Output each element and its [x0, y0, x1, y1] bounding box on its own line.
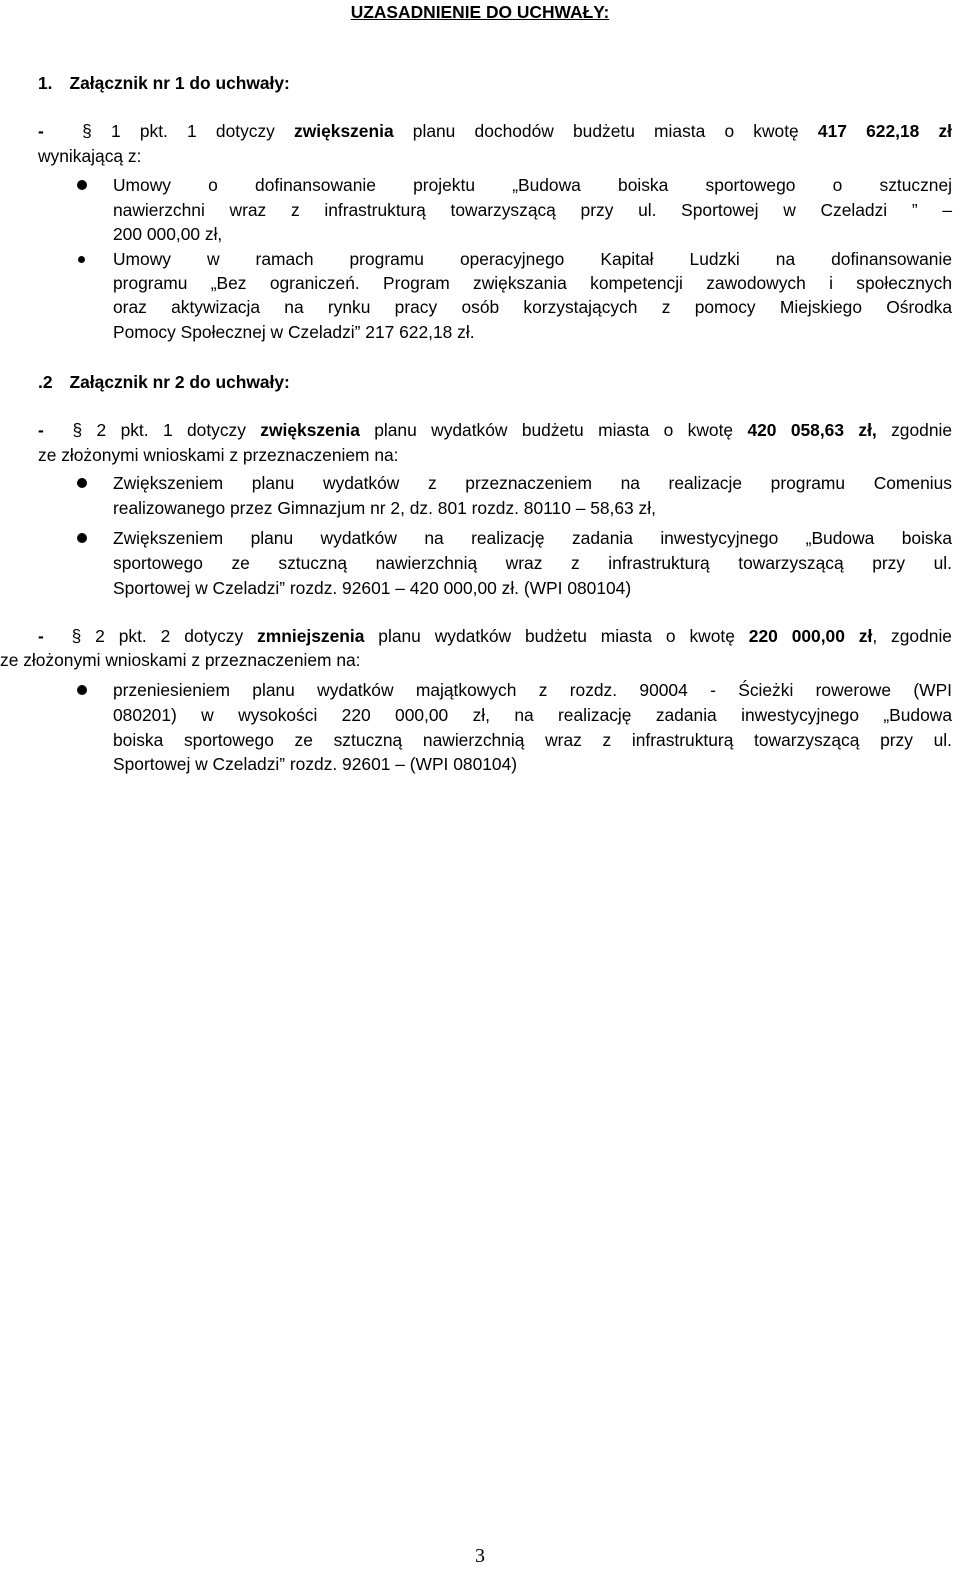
list-item-line: boiska sportowego ze sztuczną nawierzchnią wraz z infrastrukturą towarzyszącą przy ul. [113, 730, 952, 750]
bullet-icon [78, 256, 85, 263]
section2-pkt2-line2: ze złożonymi wnioskami z przeznaczeniem na: [0, 650, 361, 670]
list-item-line: programu „Bez ograniczeń. Program zwiększania kompetencji zawodowych i społecznych [113, 273, 952, 293]
intro-text: 1 pkt. 1 dotyczy [91, 121, 295, 141]
emphasis-word: zwiększenia [294, 121, 394, 141]
paragraph-sign: § [72, 420, 83, 440]
list-item-line: 200 000,00 zł, [113, 224, 223, 244]
section2-number: .2 [38, 372, 53, 392]
section2-title: Załącznik nr 2 do uchwały: [69, 372, 290, 392]
section2-pkt1-line2: ze złożonymi wnioskami z przeznaczeniem na: [38, 445, 399, 465]
amount: 417 622,18 zł [817, 121, 952, 141]
list-item-line: 080201) w wysokości 220 000,00 zł, na realizację zadania inwestycyjnego „Budowa [113, 705, 952, 725]
pkt-text: planu wydatków budżetu miasta o kwotę [359, 420, 748, 440]
section2-pkt1-line [38, 418, 952, 443]
paragraph-sign: § [71, 626, 82, 646]
list-item-line: Zwiększeniem planu wydatków z przeznaczeniem na realizacje programu Comenius [113, 473, 952, 493]
paragraph-sign: § [82, 121, 92, 141]
bullet-icon [77, 685, 87, 695]
dash: - [38, 626, 44, 646]
pkt-text: , zgodnie [872, 626, 952, 646]
bullet-icon [77, 478, 87, 488]
amount: 420 058,63 zł, [747, 420, 877, 440]
list-item-line: Pomocy Społecznej w Czeladzi” 217 622,18 zł. [113, 322, 475, 342]
pkt-text: planu wydatków budżetu miasta o kwotę [364, 626, 749, 646]
list-item-line: Zwiększeniem planu wydatków na realizację zadania inwestycyjnego „Budowa boiska [113, 528, 952, 548]
document-title: UZASADNIENIE DO UCHWAŁY: [350, 2, 610, 22]
bullet-icon [77, 180, 87, 190]
list-item-line: oraz aktywizacja na rynku pracy osób korzystających z pomocy Miejskiego Ośrodka [113, 297, 952, 317]
list-item-line: Umowy o dofinansowanie projektu „Budowa boiska sportowego o sztucznej [113, 175, 952, 195]
page-number: 3 [475, 1545, 485, 1567]
list-item-line: Umowy w ramach programu operacyjnego Kapitał Ludzki na dofinansowanie [113, 249, 952, 269]
pkt-text: 2 pkt. 1 dotyczy [82, 420, 261, 440]
pkt-text: zgodnie [876, 420, 953, 440]
list-item-line: sportowego ze sztuczną nawierzchnią wraz z infrastrukturą towarzyszącą przy ul. [113, 553, 952, 573]
section2-heading [38, 370, 290, 395]
intro-text: planu dochodów budżetu miasta o kwotę [393, 121, 818, 141]
list-item-line: nawierzchni wraz z infrastrukturą towarzyszącą przy ul. Sportowej w Czeladzi ” – [113, 200, 952, 220]
emphasis-word: zmniejszenia [257, 626, 365, 646]
section1-intro-line [38, 119, 952, 144]
bullet-icon [77, 533, 87, 543]
dash: - [38, 420, 44, 440]
dash: - [38, 121, 44, 141]
pkt-text: 2 pkt. 2 dotyczy [81, 626, 258, 646]
list-item-line: przeniesieniem planu wydatków majątkowych z rozdz. 90004 - Ścieżki rowerowe (WPI [113, 680, 952, 700]
list-item-line: Sportowej w Czeladzi” rozdz. 92601 – (WPI 080104) [113, 754, 518, 774]
section1-heading [38, 71, 290, 96]
amount: 220 000,00 zł [748, 626, 873, 646]
section2-pkt2-line [38, 624, 952, 649]
emphasis-word: zwiększenia [260, 420, 360, 440]
section1-intro-line2: wynikającą z: [38, 146, 142, 166]
list-item-line: realizowanego przez Gimnazjum nr 2, dz. 801 rozdz. 80110 – 58,63 zł, [113, 498, 656, 518]
section1-title: Załącznik nr 1 do uchwały: [69, 73, 290, 93]
section1-number: 1. [38, 73, 53, 93]
list-item-line: Sportowej w Czeladzi” rozdz. 92601 – 420 000,00 zł. (WPI 080104) [113, 578, 632, 598]
